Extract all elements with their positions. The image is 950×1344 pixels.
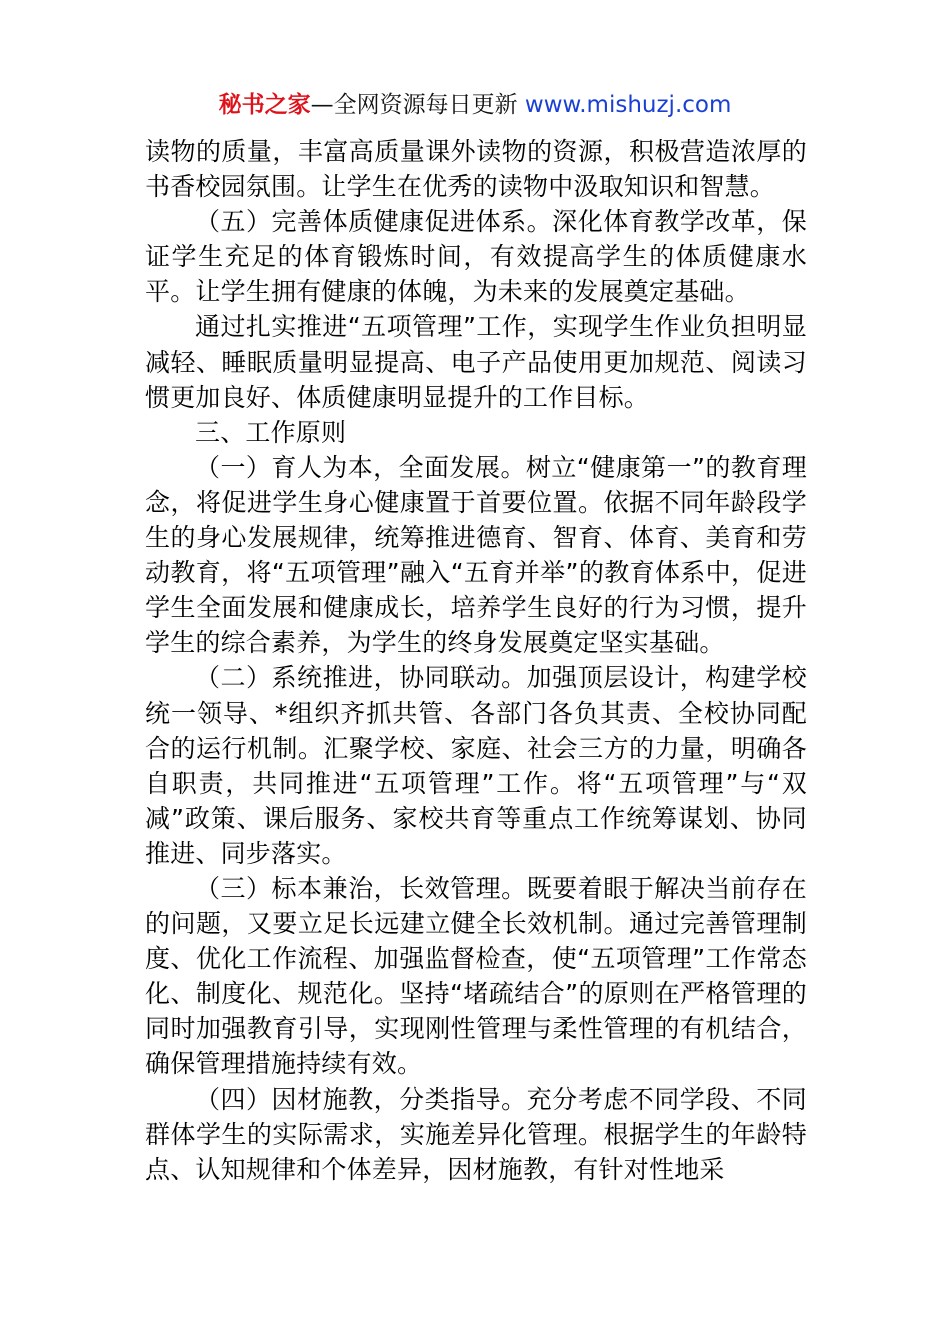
paragraph: （五）完善体质健康促进体系。深化体育教学改革，保证学生充足的体育锻炼时间，有效提高学生的体质健康水平。让学生拥有健康的体魄，为未来的发展奠定基础。 [145, 207, 807, 307]
site-header [0, 88, 950, 122]
paragraph: 通过扎实推进“五项管理”工作，实现学生作业负担明显减轻、睡眠质量明显提高、电子产品使用更加规范、阅读习惯更加良好、体质健康明显提升的工作目标。 [145, 312, 807, 412]
paragraph: （四）因材施教，分类指导。充分考虑不同学段、不同群体学生的实际需求，实施差异化管理。根据学生的年龄特点、认知规律和个体差异，因材施教，有针对性地采 [145, 1084, 807, 1184]
section-heading: 三、工作原则 [195, 417, 347, 447]
paragraph: （一）育人为本，全面发展。树立“健康第一”的教育理念，将促进学生身心健康置于首要位置。依据不同年龄段学生的身心发展规律，统筹推进德育、智育、体育、美育和劳动教育，将“五项管理”融入“五育并举”的教育体系中，促进学生全面发展和健康成长，培养学生良好的行为习惯，提升学生的综合素养，为学生的终身发展奠定坚实基础。 [145, 452, 807, 658]
paragraph-continued: 读物的质量，丰富高质量课外读物的资源，积极营造浓厚的书香校园氛围。让学生在优秀的读物中汲取知识和智慧。 [145, 137, 807, 202]
brand-name: 秘书之家 [218, 92, 311, 118]
site-url-link[interactable]: www.mishuzj.com [524, 92, 732, 118]
paragraph: （二）系统推进，协同联动。加强顶层设计，构建学校统一领导、*组织齐抓共管、各部门各负其责、全校协同配合的运行机制。汇聚学校、家庭、社会三方的力量，明确各自职责，共同推进“五项管理”工作。将“五项管理”与“双减”政策、课后服务、家校共育等重点工作统筹谋划、协同推进、同步落实。 [145, 663, 807, 868]
paragraph: （三）标本兼治，长效管理。既要着眼于解决当前存在的问题，又要立足长远建立健全长效机制。通过完善管理制度、优化工作流程、加强监督检查，使“五项管理”工作常态化、制度化、规范化。坚持“堵疏结合”的原则在严格管理的同时加强教育引导，实现刚性管理与柔性管理的有机结合，确保管理措施持续有效。 [145, 873, 807, 1079]
header-tagline: —全网资源每日更新 [310, 92, 518, 118]
document-body [145, 134, 807, 1187]
